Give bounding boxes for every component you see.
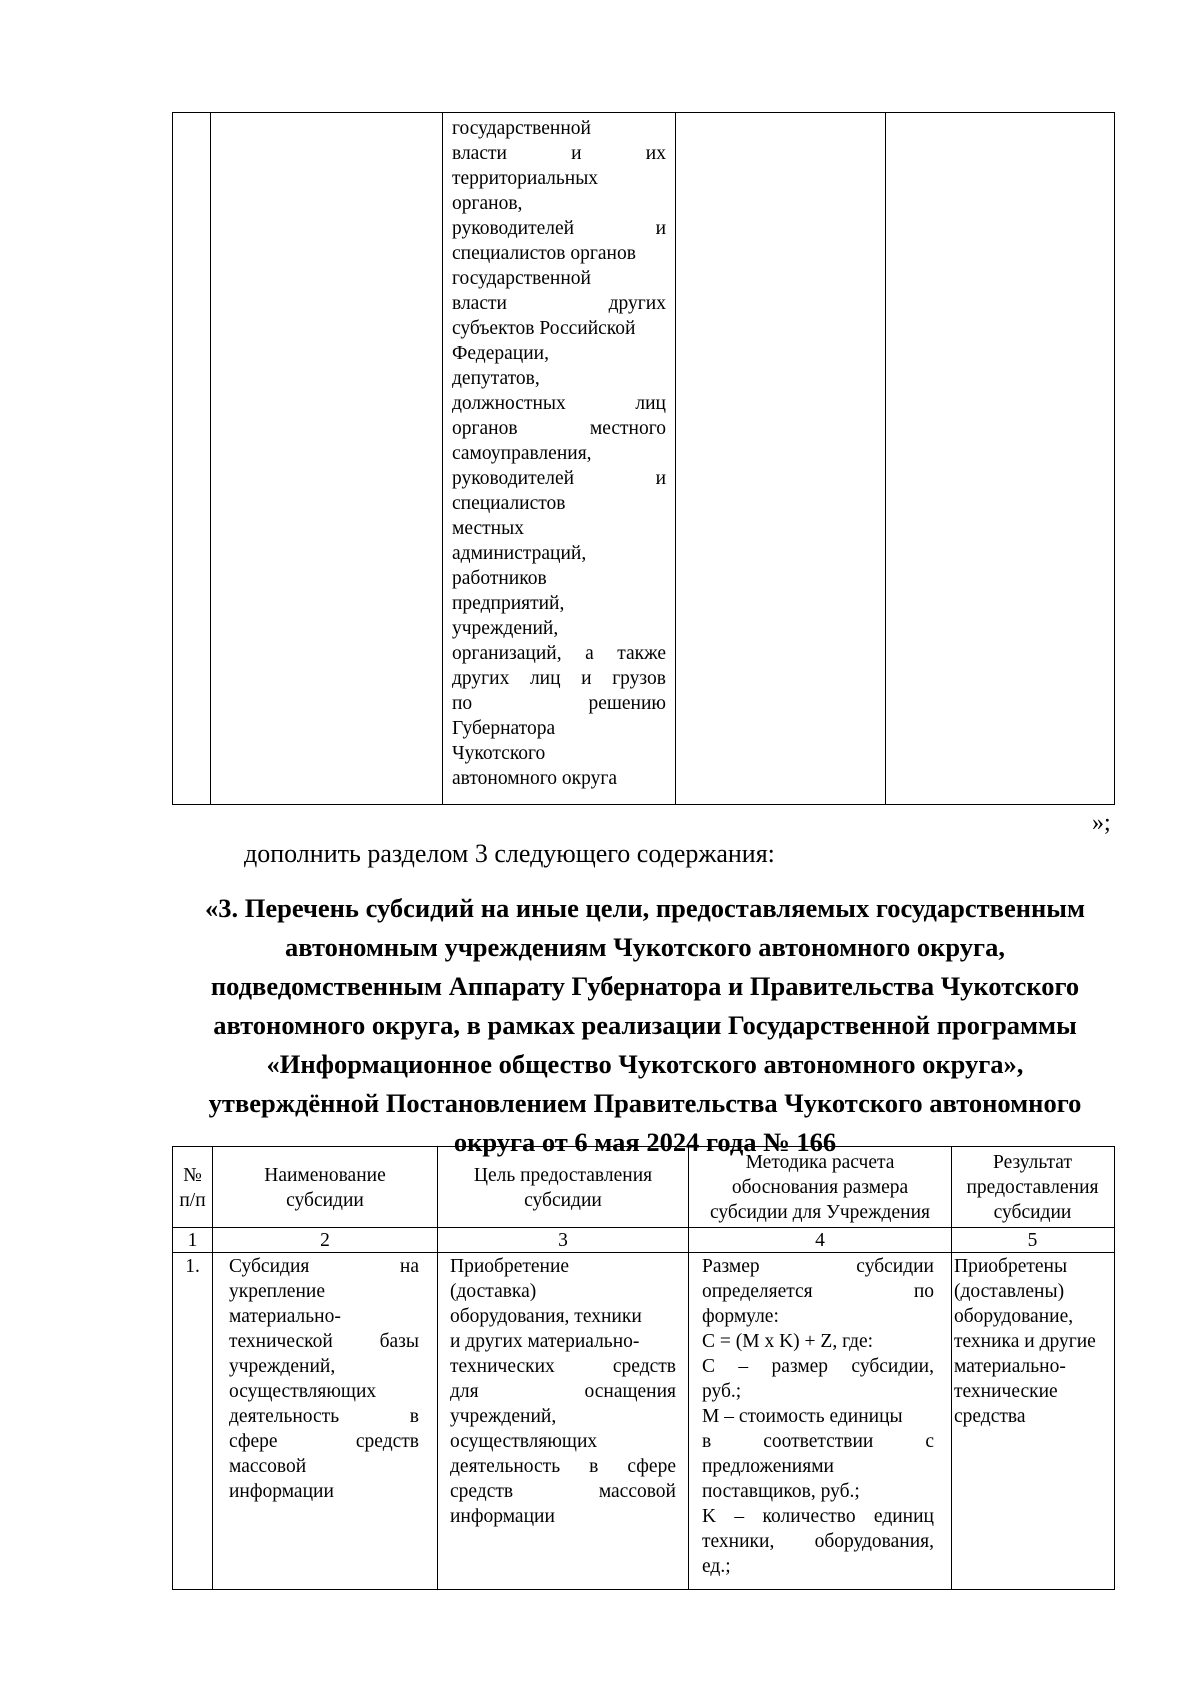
word: деятельность xyxy=(229,1406,340,1427)
header-line: Наименование xyxy=(264,1164,386,1186)
word: и xyxy=(655,468,666,489)
word: технических xyxy=(450,1356,555,1377)
word: государственной xyxy=(452,118,591,139)
header-line: предоставления xyxy=(966,1177,1099,1198)
word: осуществляющих xyxy=(450,1431,598,1452)
continuation-cell-text xyxy=(452,116,666,791)
word: депутатов, xyxy=(452,368,540,389)
text-line xyxy=(452,141,666,166)
text-line xyxy=(702,1279,934,1304)
text-line xyxy=(702,1404,934,1429)
word: (доставка) xyxy=(450,1281,537,1302)
column-divider xyxy=(885,113,886,804)
word: учреждений, xyxy=(229,1356,336,1377)
text-line xyxy=(229,1404,419,1429)
word: оснащения xyxy=(584,1381,676,1402)
word: должностных xyxy=(452,393,566,414)
text-line xyxy=(452,666,666,691)
header-line: обоснования размера xyxy=(731,1177,909,1198)
column-divider xyxy=(675,113,676,804)
word: органов xyxy=(452,418,518,439)
text-line xyxy=(452,291,666,316)
word: предприятий, xyxy=(452,593,565,614)
text-line xyxy=(229,1429,419,1454)
word: оборудование, xyxy=(954,1306,1074,1327)
text-line xyxy=(702,1504,934,1529)
heading-line: автономного округа, в рамках реализации Государственной программы xyxy=(213,1010,1077,1040)
word: территориальных xyxy=(452,168,599,189)
word: массовой xyxy=(229,1456,307,1477)
text-line xyxy=(229,1254,419,1279)
word: по xyxy=(913,1281,934,1302)
text-line xyxy=(702,1254,934,1279)
text-line xyxy=(450,1354,676,1379)
header-line: № xyxy=(183,1164,202,1186)
amendment-paragraph: дополнить разделом 3 следующего содержания: xyxy=(244,839,775,868)
word: по xyxy=(452,693,473,714)
text-line xyxy=(452,166,666,191)
text-line xyxy=(452,266,666,291)
text-line xyxy=(452,116,666,141)
word: M – стоимость единицы xyxy=(702,1406,903,1427)
heading-line: автономным учреждениям Чукотского автономного округа, xyxy=(285,932,1005,962)
text-line xyxy=(452,741,666,766)
word: материально- xyxy=(954,1356,1066,1377)
word: организаций, xyxy=(452,643,562,664)
word: информации xyxy=(450,1506,555,1527)
text-line xyxy=(702,1554,934,1579)
word: технической xyxy=(229,1331,333,1352)
column-divider xyxy=(210,113,211,804)
text-line xyxy=(229,1279,419,1304)
word: в xyxy=(702,1431,712,1452)
text-line xyxy=(954,1379,1112,1404)
word: а xyxy=(585,643,594,664)
header-purpose xyxy=(438,1149,688,1226)
word: также xyxy=(617,643,666,664)
word: формуле: xyxy=(702,1306,779,1327)
word: Федерации, xyxy=(452,343,549,364)
word: С xyxy=(702,1356,716,1377)
word: учреждений, xyxy=(452,618,559,639)
text-line xyxy=(702,1379,934,1404)
text-line xyxy=(702,1329,934,1354)
word: других xyxy=(608,293,666,314)
word: в xyxy=(589,1456,599,1477)
text-line xyxy=(450,1379,676,1404)
word: средств xyxy=(612,1356,676,1377)
text-line xyxy=(452,641,666,666)
word: лиц xyxy=(529,668,561,689)
word: Приобретены xyxy=(954,1256,1068,1277)
closing-quote-mark: »; xyxy=(1092,810,1111,836)
text-line xyxy=(702,1354,934,1379)
word: руководителей xyxy=(452,218,575,239)
word: техника и другие xyxy=(954,1331,1096,1352)
word: предложениями xyxy=(702,1456,834,1477)
word: средства xyxy=(954,1406,1026,1427)
word: количество xyxy=(762,1506,856,1527)
word: Губернатора xyxy=(452,718,556,739)
word: поставщиков, руб.; xyxy=(702,1481,860,1502)
word: и xyxy=(581,668,592,689)
text-line xyxy=(954,1329,1112,1354)
column-number: 5 xyxy=(1027,1230,1038,1251)
header-line: Методика расчета xyxy=(745,1152,895,1173)
header-line: субсидии xyxy=(286,1189,364,1211)
word: K xyxy=(702,1506,717,1527)
word: в xyxy=(409,1406,419,1427)
text-line xyxy=(452,491,666,516)
word: сфере xyxy=(627,1456,676,1477)
word: укрепление xyxy=(229,1281,325,1302)
result-cell xyxy=(954,1254,1112,1429)
word: технические xyxy=(954,1381,1058,1402)
word: местного xyxy=(589,418,666,439)
text-line xyxy=(229,1479,419,1504)
continuation-table xyxy=(172,112,1115,805)
text-line xyxy=(452,191,666,216)
word: власти xyxy=(452,143,507,164)
text-line xyxy=(954,1354,1112,1379)
word: учреждений, xyxy=(450,1406,557,1427)
word: информации xyxy=(229,1481,334,1502)
header-line: Результат xyxy=(993,1152,1072,1173)
text-line xyxy=(702,1304,934,1329)
header-method xyxy=(689,1149,951,1226)
text-line xyxy=(702,1454,934,1479)
word: С = (M x K) + Z, где: xyxy=(702,1331,874,1352)
text-line xyxy=(229,1379,419,1404)
header-line: субсидии xyxy=(524,1189,602,1211)
word: специалистов органов xyxy=(452,243,636,264)
text-line xyxy=(452,766,666,791)
text-line xyxy=(450,1304,676,1329)
heading-line: подведомственным Аппарату Губернатора и Правительства Чукотского xyxy=(210,971,1080,1001)
header-line: субсидии для Учреждения xyxy=(710,1202,930,1223)
word: их xyxy=(645,143,666,164)
text-line xyxy=(702,1479,934,1504)
text-line xyxy=(452,316,666,341)
column-number: 4 xyxy=(815,1230,825,1251)
section-heading xyxy=(160,889,1130,1162)
word: оборудования, техники xyxy=(450,1306,642,1327)
word: средств xyxy=(355,1431,419,1452)
word: сфере xyxy=(229,1431,278,1452)
word: материально- xyxy=(229,1306,341,1327)
header-line: Цель предоставления xyxy=(473,1164,653,1186)
word: осуществляющих xyxy=(229,1381,377,1402)
word: Субсидия xyxy=(229,1256,310,1277)
text-line xyxy=(450,1479,676,1504)
word: власти xyxy=(452,293,507,314)
word: – xyxy=(734,1506,745,1527)
text-line xyxy=(452,416,666,441)
text-line xyxy=(450,1329,676,1354)
text-line xyxy=(452,441,666,466)
word: грузов xyxy=(612,668,666,689)
text-line xyxy=(229,1329,419,1354)
header-subsidy-name xyxy=(213,1149,437,1226)
word: самоуправления, xyxy=(452,443,592,464)
word: местных xyxy=(452,518,524,539)
column-divider xyxy=(442,113,443,804)
text-line xyxy=(452,466,666,491)
word: единиц xyxy=(873,1506,934,1527)
text-line xyxy=(452,216,666,241)
column-number: 2 xyxy=(320,1230,330,1251)
text-line xyxy=(954,1279,1112,1304)
text-line xyxy=(452,541,666,566)
word: на xyxy=(399,1256,419,1277)
word: Чукотского xyxy=(452,743,546,764)
text-line xyxy=(452,591,666,616)
word: государственной xyxy=(452,268,591,289)
purpose-cell xyxy=(450,1254,676,1529)
word: соответствии xyxy=(763,1431,874,1452)
heading-line: «3. Перечень субсидий на иные цели, предоставляемых государственным xyxy=(204,893,1086,923)
column-number: 3 xyxy=(558,1230,568,1251)
text-line xyxy=(452,616,666,641)
text-line xyxy=(450,1429,676,1454)
word: средств xyxy=(450,1481,514,1502)
text-line xyxy=(452,366,666,391)
text-line xyxy=(450,1254,676,1279)
method-cell xyxy=(702,1254,934,1579)
text-line xyxy=(452,341,666,366)
text-line xyxy=(954,1404,1112,1429)
text-line xyxy=(954,1304,1112,1329)
text-line xyxy=(450,1504,676,1529)
text-line xyxy=(229,1304,419,1329)
text-line xyxy=(452,241,666,266)
text-line xyxy=(450,1454,676,1479)
header-number xyxy=(173,1149,212,1226)
word: работников xyxy=(452,568,547,589)
word: с xyxy=(925,1431,934,1452)
column-number: 1 xyxy=(187,1230,198,1251)
word: администраций, xyxy=(452,543,587,564)
text-line xyxy=(452,691,666,716)
word: (доставлены) xyxy=(954,1281,1065,1302)
text-line xyxy=(954,1254,1112,1279)
header-result xyxy=(952,1149,1113,1226)
word: органов, xyxy=(452,193,523,214)
word: деятельность xyxy=(450,1456,561,1477)
text-line xyxy=(229,1354,419,1379)
word: субсидии xyxy=(856,1256,934,1277)
word: ед.; xyxy=(702,1556,731,1577)
subsidy-name-cell xyxy=(229,1254,419,1504)
word: базы xyxy=(379,1331,419,1352)
word: и xyxy=(655,218,666,239)
word: других xyxy=(452,668,510,689)
row-number: 1. xyxy=(185,1256,200,1277)
word: для xyxy=(450,1381,479,1402)
word: специалистов xyxy=(452,493,566,514)
word: субъектов Российской xyxy=(452,318,636,339)
word: руб.; xyxy=(702,1381,742,1402)
text-line xyxy=(702,1429,934,1454)
word: руководителей xyxy=(452,468,575,489)
text-line xyxy=(452,716,666,741)
text-line xyxy=(702,1529,934,1554)
word: техники, xyxy=(702,1531,775,1552)
header-line: субсидии xyxy=(993,1202,1072,1223)
word: решению xyxy=(588,693,666,714)
text-line xyxy=(229,1454,419,1479)
word: лиц xyxy=(635,393,666,414)
subsidy-table xyxy=(172,1146,1115,1590)
word: размер xyxy=(771,1356,829,1377)
word: и других материально- xyxy=(450,1331,640,1352)
text-line xyxy=(452,516,666,541)
heading-line: утверждённой Постановлением Правительства Чукотского автономного xyxy=(208,1088,1082,1118)
word: субсидии, xyxy=(851,1356,934,1377)
text-line xyxy=(450,1279,676,1304)
word: Размер xyxy=(702,1256,760,1277)
text-line xyxy=(452,566,666,591)
heading-line: «Информационное общество Чукотского автономного округа», xyxy=(266,1049,1024,1079)
word: Приобретение xyxy=(450,1256,570,1277)
word: оборудования, xyxy=(814,1531,934,1552)
header-line: п/п xyxy=(179,1189,206,1211)
word: – xyxy=(738,1356,749,1377)
word: массовой xyxy=(598,1481,676,1502)
word: и xyxy=(571,143,582,164)
word: автономного округа xyxy=(452,768,617,789)
heading-line: округа от 6 мая 2024 года № 166 xyxy=(453,1127,837,1157)
text-line xyxy=(450,1404,676,1429)
word: определяется xyxy=(702,1281,813,1302)
text-line xyxy=(452,391,666,416)
